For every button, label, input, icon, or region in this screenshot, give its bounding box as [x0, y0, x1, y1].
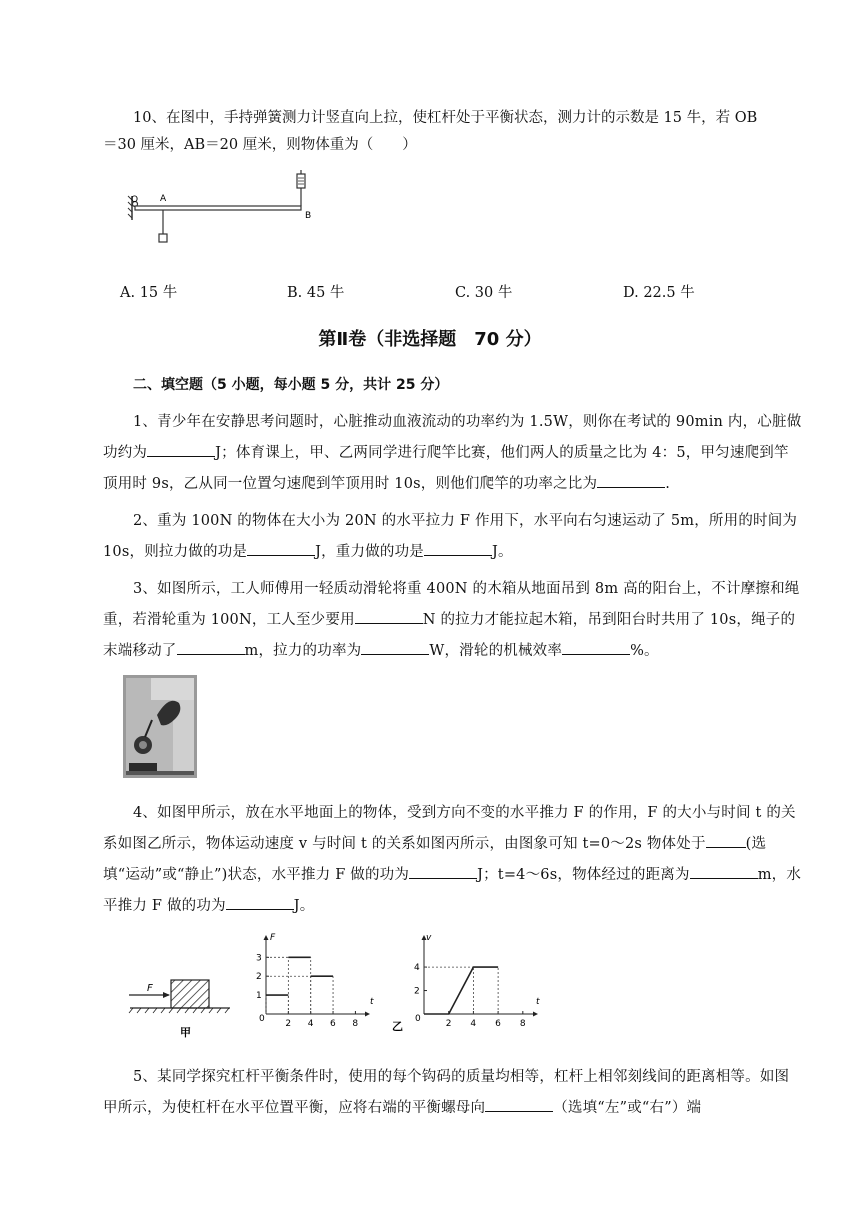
lever-label-o: O: [131, 195, 139, 205]
chart-v-x-tick-label: 2: [445, 1019, 452, 1028]
q1-paragraph: [103, 407, 803, 500]
q2-text-2: J，重力做的功是: [315, 544, 425, 560]
jia-caption: 甲: [180, 1026, 191, 1039]
q4-text-3: J；t=4～6s，物体经过的距离为: [477, 867, 690, 883]
q2-text-1: 2、重为 100N 的物体在大小为 20N 的水平拉力 F 作用下，水平向右匀速运动了 5m，所用的时间为 10s，则拉力做的功是: [103, 513, 798, 560]
q3-text-4: W，滑轮的机械效率: [429, 643, 563, 659]
q1-text-3: .: [665, 476, 670, 492]
chart-v-x-arrow: [533, 1012, 538, 1017]
q1-text-2: J；体育课上，甲、乙两同学进行爬竿比赛，他们两人的质量之比为 4：5，甲匀速爬到竿顶用时 9s，乙从同一位置匀速爬到竿顶用时 10s，则他们爬竿的功率之比为: [103, 445, 789, 492]
chart-velocity-time: [408, 928, 543, 1028]
q4-text-4: m，水平推力 F 做的功为: [103, 867, 802, 914]
q3-blank-2[interactable]: [177, 639, 245, 655]
jia-force-label: F: [147, 983, 153, 994]
chart-f-origin: 0: [259, 1014, 265, 1024]
q4-blank-2[interactable]: [409, 863, 477, 879]
q4-blank-4[interactable]: [226, 894, 294, 910]
chart-f-y-tick-label: 3: [256, 953, 262, 964]
q4-blank-3[interactable]: [690, 863, 758, 879]
chart-f-x-tick-label: 8: [352, 1019, 359, 1028]
chart-f-x-tick-label: 2: [285, 1019, 292, 1028]
q3-text-2: N 的拉力才能拉起木箱，吊到阳台时共用了 10s，绳子的末端移动了: [103, 612, 796, 659]
q4-blank-1[interactable]: [706, 832, 746, 848]
q3-text-1: 3、如图所示，工人师傅用一轻质动滑轮将重 400N 的木箱从地面吊到 8m 高的阳台上，不计摩擦和绳重，若滑轮重为 100N，工人至少要用: [103, 581, 800, 628]
q10-option-c: C. 30 牛: [455, 285, 513, 301]
chart-f-x-tick-label: 6: [330, 1019, 336, 1028]
q3-text-3: m，拉力的功率为: [244, 643, 362, 659]
q1-blank-1[interactable]: [147, 441, 215, 457]
chart-f-xlabel: t: [370, 997, 374, 1007]
q2-paragraph: [103, 506, 803, 568]
chart-f-y-tick-label: 2: [256, 972, 262, 983]
pulley-photo: [123, 675, 197, 778]
chart-v-x-tick-label: 4: [470, 1019, 477, 1028]
q10-line1: 10、在图中，手持弹簧测力计竖直向上拉，使杠杆处于平衡状态，测力计的示数是 15 牛，若 OB: [133, 110, 758, 126]
q4-paragraph: [103, 798, 803, 922]
q5-text-2: （选填“左”或“右”）端: [553, 1100, 702, 1116]
part2-title: 第Ⅱ卷（非选择题 70 分）: [318, 329, 542, 350]
chart-v-x-tick-label: 8: [519, 1019, 526, 1028]
chart-v-y-tick-label: 2: [414, 986, 420, 997]
q1-blank-2[interactable]: [597, 472, 665, 488]
figure-jia: [125, 970, 235, 1040]
chart-f-x-tick-label: 4: [307, 1019, 314, 1028]
q4-text-5: J。: [293, 898, 315, 914]
chart-v-xlabel: t: [536, 997, 540, 1007]
q1-text-1: 1、青少年在安静思考问题时，心脏推动血液流动的功率约为 1.5W，则你在考试的 90min 内，心脏做功约为: [103, 414, 802, 461]
chart-v-x-tick-label: 6: [495, 1019, 501, 1028]
lever-label-b: B: [305, 211, 312, 221]
q4-text-2: (选填“运动”或“静止”)状态，水平推力 F 做的功为: [103, 836, 767, 883]
q10-option-d: D. 22.5 牛: [623, 285, 695, 301]
q5-blank-1[interactable]: [485, 1096, 553, 1112]
q10-option-b: B. 45 牛: [287, 285, 345, 301]
q3-blank-1[interactable]: [355, 608, 423, 624]
q2-blank-1[interactable]: [247, 540, 315, 556]
chart-v-y-tick-label: 4: [414, 963, 420, 974]
q10-option-a: A. 15 牛: [120, 285, 178, 301]
chart-force-time: [250, 928, 375, 1028]
q2-text-3: J。: [492, 544, 513, 560]
chart-f-y-tick-label: 1: [256, 991, 262, 1002]
chart-f-x-arrow: [365, 1012, 370, 1017]
lever-label-a: A: [160, 194, 167, 204]
section2-heading: 二、填空题（5 小题，每小题 5 分，共计 25 分）: [133, 377, 449, 393]
q5-text-1: 5、某同学探究杠杆平衡条件时，使用的每个钩码的质量均相等，杠杆上相邻刻线间的距离相等。如图甲所示，为使杠杆在水平位置平衡，应将右端的平衡螺母向: [103, 1069, 790, 1116]
q3-text-5: %。: [630, 643, 659, 659]
chart-v-line: [424, 967, 498, 1014]
lever-figure: [122, 170, 322, 248]
chart-v-origin: 0: [415, 1014, 421, 1024]
q5-paragraph: [103, 1062, 803, 1124]
q3-blank-4[interactable]: [562, 639, 630, 655]
q3-blank-3[interactable]: [361, 639, 429, 655]
chart-f-ylabel: F: [270, 933, 276, 943]
chart-v-ylabel: v: [426, 933, 432, 943]
chart-f-y-arrow: [264, 935, 269, 940]
q10-line2: ＝30 厘米，AB＝20 厘米，则物体重为（ ）: [103, 137, 417, 153]
q2-blank-2[interactable]: [424, 540, 492, 556]
yi-caption: 乙: [392, 1020, 403, 1033]
yi-caption-box: [390, 1015, 410, 1035]
q3-paragraph: [103, 574, 803, 667]
q4-text-1: 4、如图甲所示，放在水平地面上的物体，受到方向不变的水平推力 F 的作用，F 的大小与时间 t 的关系如图乙所示，物体运动速度 v 与时间 t 的关系如图丙所示，由图象可知 t=0～2s 物体处于: [103, 805, 796, 852]
